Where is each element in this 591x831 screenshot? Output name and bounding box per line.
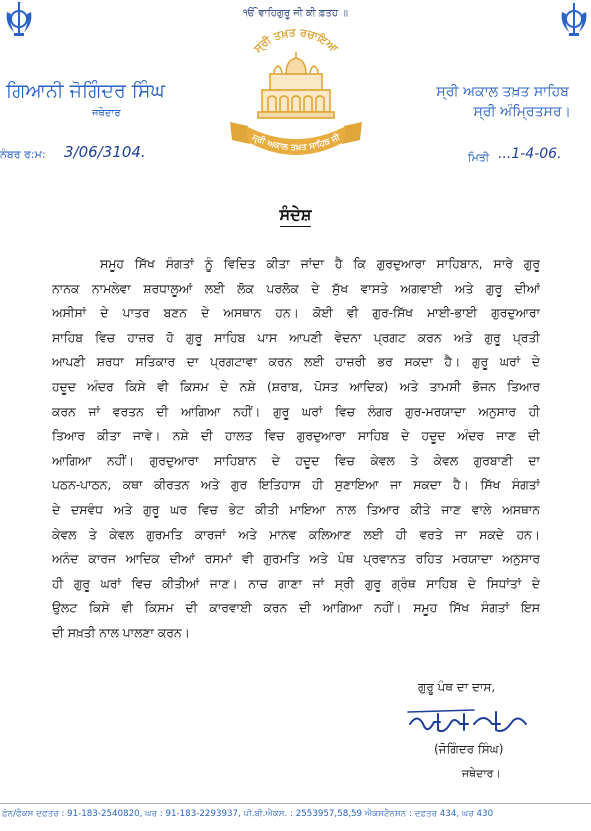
akal-takht-emblem: [222, 22, 370, 160]
khanda-icon: [559, 2, 589, 40]
institution-city: ਸ੍ਰੀ ਅੰਮ੍ਰਿਤਸਰ।: [473, 104, 571, 120]
emblem-top-text: ਸ੍ਰੀ ਤਖ਼ਤ ਰਚਾਇਆ: [251, 25, 341, 56]
body-line: ਸਮੂਹ ਸਿੱਖ ਸੰਗਤਾਂ ਨੂੰ ਵਿਦਿਤ ਕੀਤਾ ਜਾਂਦਾ ਹੈ ਕਿ ਗੁਰਦੁਆਰਾ ਸਾਹਿਬਾਨ, ਸਾਰੇ ਗੁਰੂ: [100, 257, 540, 271]
reference-label: ਨੰਬਰ ਰ:ਮ:: [0, 148, 46, 161]
handwritten-signature: [404, 704, 534, 738]
body-line: ਹੀ ਗੁਰੂ ਘਰਾਂ ਵਿਚ ਕੀਤੀਆਂ ਜਾਣ। ਨਾਚ ਗਾਣਾ ਜਾਂ ਸ੍ਰੀ ਗੁਰੂ ਗ੍ਰੰਥ ਸਾਹਿਬ ਦੇ ਸਿਧਾਂਤਾਂ ਦੇ: [52, 576, 540, 591]
letter-heading: [0, 205, 591, 225]
body-line: ਅਸੀਸਾਂ ਦੇ ਪਾਤਰ ਬਣਨ ਦੇ ਅਸਥਾਨ ਹਨ। ਕੋਈ ਵੀ ਗੁਰ-ਸਿੱਖ ਮਾਈ-ਭਾਈ ਗੁਰਦੁਆਰਾ: [52, 306, 540, 321]
khanda-icon: [4, 2, 34, 40]
invocation-text: ੴ ਵਾਹਿਗੁਰੂ ਜੀ ਕੀ ਫ਼ਤਹ ॥: [243, 8, 348, 19]
body-line: ਹਦੂਦ ਅੰਦਰ ਕਿਸੇ ਵੀ ਕਿਸਮ ਦੇ ਨਸ਼ੇ (ਸ਼ਰਾਬ, ਪੋਸਤ ਆਦਿਕ) ਅਤੇ ਤਾਮਸੀ ਭੋਜਨ ਤਿਆਰ: [52, 379, 540, 394]
date-label: ਮਿਤੀ: [468, 151, 490, 164]
footer-contact: ਫ਼ੋਨ/ਫੈਕਸ ਦਫ਼ਤਰ : 91-183-2540820, ਘਰ : 91-183-2293937, ਪੀ.ਬੀ.ਐਕਸ. : 2553957,58,59 ਐਕਸਟੈਨਸ਼ਨ : ਦਫ਼ਤਰ 434, ਘਰ 430: [2, 809, 494, 819]
letter-body: [52, 252, 540, 646]
issuer-name: ਗਿਆਨੀ ਜੋਗਿੰਦਰ ਸਿੰਘ: [6, 80, 165, 102]
issuer-title: ਜਥੇਦਾਰ: [92, 108, 121, 119]
body-line: ਕਰਨ ਜਾਂ ਵਰਤਨ ਦੀ ਆਗਿਆ ਨਹੀਂ। ਗੁਰੂ ਘਰਾਂ ਵਿਚ ਲੰਗਰ ਗੁਰ-ਮਰਯਾਦਾ ਅਨੁਸਾਰ ਹੀ: [52, 404, 540, 419]
institution-name: ਸ੍ਰੀ ਅਕਾਲ ਤਖ਼ਤ ਸਾਹਿਬ: [436, 84, 569, 100]
letter-heading-text: ਸੰਦੇਸ਼: [280, 205, 312, 227]
body-line: ਕੇਵਲ ਤੇ ਕੇਵਲ ਗੁਰਮਤਿ ਕਾਰਜਾਂ ਅਤੇ ਮਾਨਵ ਕਲਿਆਣ ਲਈ ਹੀ ਵਰਤੇ ਜਾ ਸਕਦੇ ਹਨ।: [52, 527, 540, 542]
body-line: ਸਾਹਿਬ ਵਿਚ ਹਾਜ਼ਰ ਹੋ ਗੁਰੂ ਸਾਹਿਬ ਪਾਸ ਆਪਣੀ ਵੇਦਨਾ ਪ੍ਰਗਟ ਕਰਨ ਅਤੇ ਗੁਰੂ ਪ੍ਰਤੀ: [52, 330, 540, 345]
body-line: ਉਲਟ ਕਿਸੇ ਵੀ ਕਿਸਮ ਦੀ ਕਾਰਵਾਈ ਕਰਨ ਦੀ ਆਗਿਆ ਨਹੀਂ। ਸਮੂਹ ਸਿੱਖ ਸੰਗਤਾਂ ਇਸ: [52, 601, 540, 616]
body-line: ਆਪਣੀ ਸ਼ਰਧਾ ਸਤਿਕਾਰ ਦਾ ਪ੍ਰਗਟਾਵਾ ਕਰਨ ਲਈ ਹਾਜ਼ਰੀ ਭਰ ਸਕਦਾ ਹੈ। ਗੁਰੂ ਘਰਾਂ ਦੇ: [52, 355, 540, 370]
signatory-name: (ਜੋਗਿੰਦਰ ਸਿੰਘ): [434, 742, 504, 756]
signatory-title: ਜਥੇਦਾਰ।: [462, 767, 501, 780]
body-line: ਤਿਆਰ ਕੀਤਾ ਜਾਵੇ। ਨਸ਼ੇ ਦੀ ਹਾਲਤ ਵਿਚ ਗੁਰਦੁਆਰਾ ਸਾਹਿਬ ਦੇ ਹਦੂਦ ਅੰਦਰ ਜਾਣ ਦੀ: [52, 429, 540, 444]
date-value: ...1-4-06.: [498, 146, 562, 162]
footer-divider: [0, 803, 591, 804]
body-line: ਪਠਨ-ਪਾਠਨ, ਕਥਾ ਕੀਰਤਨ ਅਤੇ ਗੁਰ ਇਤਿਹਾਸ ਹੀ ਸੁਣਾਇਆ ਜਾ ਸਕਦਾ ਹੈ। ਸਿੱਖ ਸੰਗਤਾਂ: [52, 478, 540, 493]
body-line: ਨਾਨਕ ਨਾਮਲੇਵਾ ਸ਼ਰਧਾਲੂਆਂ ਲਈ ਲੋਕ ਪਰਲੋਕ ਦੇ ਸੁੱਖ ਵਾਸਤੇ ਅਗਵਾਈ ਅਤੇ ਗੁਰੂ ਦੀਆਂ: [52, 281, 540, 296]
body-line: ਦੀ ਸਖ਼ਤੀ ਨਾਲ ਪਾਲਣਾ ਕਰਨ।: [52, 625, 190, 640]
body-line: ਦੇ ਦਸਵੰਧ ਅਤੇ ਗੁਰੂ ਘਰ ਵਿਚ ਭੇਟ ਕੀਤੀ ਮਾਇਆ ਨਾਲ ਤਿਆਰ ਕੀਤੇ ਜਾਣ ਵਾਲੇ ਅਸਥਾਨ: [52, 502, 540, 517]
body-line: ਅਨੰਦ ਕਾਰਜ ਆਦਿਕ ਦੀਆਂ ਰਸਮਾਂ ਵੀ ਗੁਰਮਤਿ ਅਤੇ ਪੰਥ ਪ੍ਰਵਾਨਤ ਰਹਿਤ ਮਰਯਾਦਾ ਅਨੁਸਾਰ: [52, 552, 540, 567]
reference-number: 3/06/3104.: [64, 143, 146, 161]
body-line: ਆਗਿਆ ਨਹੀਂ। ਗੁਰਦੁਆਰਾ ਸਾਹਿਬਾਨ ਦੇ ਹਦੂਦ ਵਿਚ ਕੇਵਲ ਤੇ ਕੇਵਲ ਗੁਰਬਾਣੀ ਦਾ: [52, 453, 540, 468]
emblem-ribbon-text: ਸ੍ਰੀ ਅਕਾਲ ਤਖ਼ਤ ਸਾਹਿਬ ਜੀ: [250, 132, 342, 154]
closing-text: ਗੁਰੂ ਪੰਥ ਦਾ ਦਾਸ,: [418, 680, 496, 694]
